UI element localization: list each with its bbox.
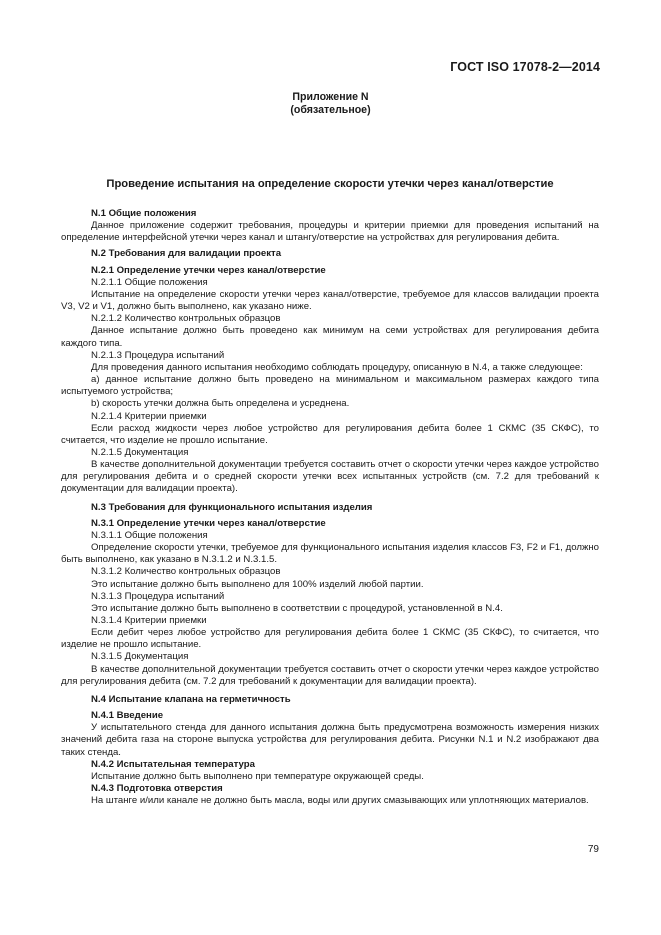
paragraph: Испытание на определение скорости утечки через канал/отверстие, требуемое для классов валидации проекта V3, V2 и V1, должно быть выполнено, как указано ниже. [61, 288, 599, 313]
clause-heading: N.2.1.1 Общие положения [91, 276, 208, 288]
subsection-heading: N.2.1 Определение утечки через канал/отверстие [91, 264, 326, 276]
subsection-heading: N.4.3 Подготовка отверстия [91, 783, 223, 795]
paragraph: Испытание должно быть выполнено при температуре окружающей среды. [91, 770, 424, 782]
clause-heading: N.3.1.2 Количество контрольных образцов [91, 566, 281, 578]
section-heading: N.1 Общие положения [91, 208, 197, 219]
paragraph: В качестве дополнительной документации требуется составить отчет о скорости утечки через каждое устройство для регулирования дебита (см. 7.2 для требований к документации для валидации проекта). [61, 663, 599, 687]
standard-designation: ГОСТ ISO 17078-2—2014 [450, 60, 600, 74]
clause-heading: N.3.1.5 Документация [91, 651, 189, 663]
subsection-heading: N.4.2 Испытательная температура [91, 758, 255, 770]
section-heading: N.4 Испытание клапана на герметичность [91, 693, 291, 705]
subsection-heading: N.3.1 Определение утечки через канал/отверстие [91, 517, 326, 529]
paragraph: Это испытание должно быть выполнено в соответствии с процедурой, установленной в N.4. [91, 602, 503, 614]
list-item: a) данное испытание должно быть проведено на минимальном и максимальном размерах каждого типа испытуемого устройства; [61, 374, 599, 398]
list-item: b) скорость утечки должна быть определена и усреднена. [91, 398, 350, 410]
appendix-status: (обязательное) [290, 104, 371, 116]
appendix-title: Приложение N [292, 91, 369, 103]
document-body [61, 208, 599, 807]
clause-heading: N.2.1.4 Критерии приемки [91, 410, 207, 422]
paragraph: Данное испытание должно быть проведено как минимум на семи устройствах для регулирования дебита каждого типа. [61, 325, 599, 349]
paragraph: У испытательного стенда для данного испытания должна быть предусмотрена возможность измерения низких значений дебита газа на стороне выпуска устройства для регулирования дебита. Рисунки N.1 и N.2 изображают два таких стенда. [61, 722, 599, 758]
appendix-main-title: Проведение испытания на определение скорости утечки через канал/отверстие [106, 178, 554, 190]
paragraph: Для проведения данного испытания необходимо соблюдать процедуру, описанную в N.4, а также следующее: [91, 361, 583, 373]
clause-heading: N.3.1.4 Критерии приемки [91, 615, 207, 626]
appendix-heading [0, 91, 661, 117]
paragraph: В качестве дополнительной документации требуется составить отчет о скорости утечки через каждое устройство для регулирования дебита и о средней скорости утечки всех испытанных устройств (см. 7.2 для требований к документации для валидации проекта). [61, 459, 599, 495]
paragraph: На штанге и/или канале не должно быть масла, воды или других смазывающих или уплотняющих материалов. [91, 795, 589, 807]
paragraph: Определение скорости утечки, требуемое для функционального испытания изделия классов F3, F2 и F1, должно быть выполнено, как указано в N.3.1.2 и N.3.1.5. [61, 542, 599, 566]
paragraph: Данное приложение содержит требования, процедуры и критерии приемки для проведения испытаний на определение интерфейсной утечки через канал и штангу/отверстие на устройствах для регулирования дебита. [61, 220, 599, 244]
clause-heading: N.3.1.3 Процедура испытаний [91, 590, 225, 602]
paragraph: Если расход жидкости через любое устройство для регулирования дебита более 1 СКМС (35 СКФС), то считается, что изделие не прошло испытание. [61, 422, 599, 446]
section-heading: N.3 Требования для функционального испытания изделия [91, 501, 373, 513]
paragraph: Если дебит через любое устройство для регулирования дебита более 1 СКМС (35 СКФС), то считается, что изделие не прошло испытание. [61, 627, 599, 651]
clause-heading: N.2.1.5 Документация [91, 446, 189, 458]
clause-heading: N.2.1.3 Процедура испытаний [91, 349, 225, 361]
page-number: 79 [587, 844, 599, 855]
clause-heading: N.3.1.1 Общие положения [91, 529, 208, 541]
clause-heading: N.2.1.2 Количество контрольных образцов [91, 313, 281, 325]
paragraph: Это испытание должно быть выполнено для 100% изделий любой партии. [91, 578, 424, 590]
section-heading: N.2 Требования для валидации проекта [91, 248, 282, 260]
subsection-heading: N.4.1 Введение [91, 710, 164, 722]
